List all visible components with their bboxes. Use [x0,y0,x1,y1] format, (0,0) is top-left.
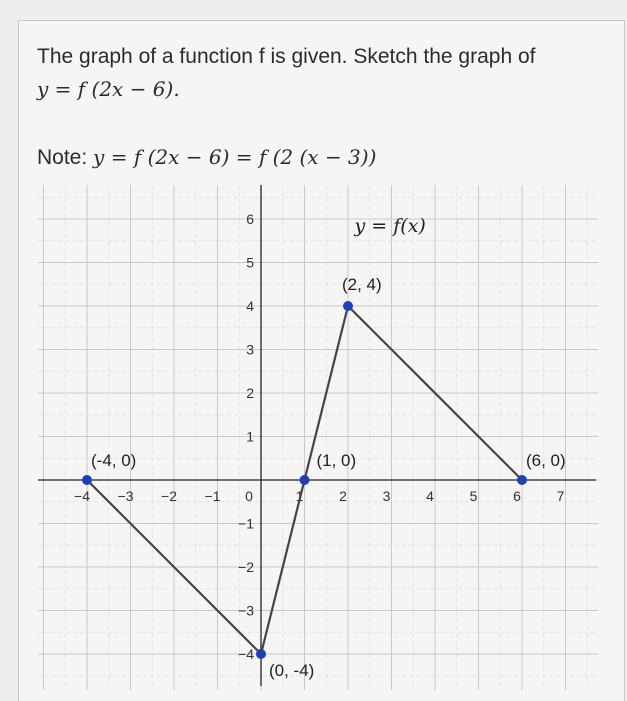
graph-point [82,475,92,485]
x-tick-label: 1 [295,488,304,504]
x-tick-label: −1 [204,488,221,504]
graph-point [256,649,266,659]
x-tick-label: −3 [117,488,134,504]
y-tick-label: −3 [238,602,254,619]
x-tick-label: −4 [74,488,90,504]
grid-lines [38,185,598,690]
note-label: Note: [37,146,88,169]
prompt-text: The graph of a function f is given. Sketch the graph of [37,45,536,68]
y-tick-label: 2 [246,385,254,401]
point-label: (0, -4) [269,661,315,680]
point-label: (2, 4) [342,275,382,294]
point-label: (-4, 0) [91,451,137,470]
y-tick-label: 5 [246,254,254,271]
y-tick-label: −4 [238,646,254,662]
x-tick-label: 3 [382,488,391,504]
x-tick-label: 6 [513,488,521,504]
y-tick-label: −2 [238,559,254,575]
point-label: (6, 0) [526,451,566,470]
y-tick-label: −1 [238,515,254,532]
x-tick-label: 5 [469,488,478,504]
target-equation: y = f (2x − 6). [37,77,180,101]
graph-points [82,275,566,680]
graph-point [517,475,527,485]
x-tick-label: 0 [245,488,253,504]
graph-point [300,475,310,485]
note-equation: y = f (2x − 6) = f (2 (x − 3)) [93,145,377,169]
x-tick-label: 7 [556,488,565,504]
y-tick-label: 6 [246,211,254,227]
point-label: (1, 0) [316,451,357,470]
x-tick-label: 2 [339,488,347,504]
x-tick-label: 4 [426,488,434,504]
y-tick-label: 3 [246,341,254,358]
x-tick-label: −2 [161,488,177,504]
function-label: y = f(x) [354,215,426,238]
y-tick-label: 1 [246,428,254,445]
graph-point [343,301,353,311]
y-tick-label: 4 [246,298,254,314]
